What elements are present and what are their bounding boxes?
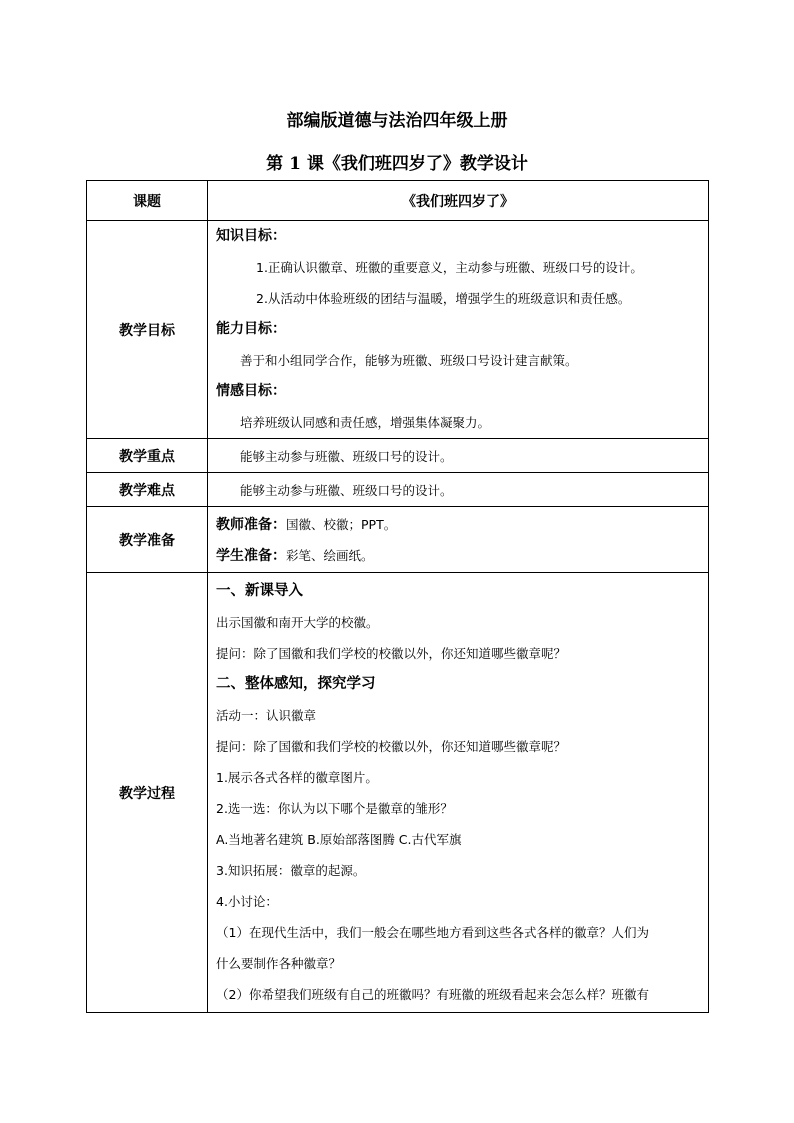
preparation-label: 教学准备 — [87, 507, 208, 573]
key-point-value: 能够主动参与班徽、班级口号的设计。 — [240, 448, 453, 464]
process-line: 3.知识拓展：徽章的起源。 — [216, 862, 366, 878]
difficulty-label: 教学难点 — [87, 473, 208, 507]
process-line: 1.展示各式各样的徽章图片。 — [216, 769, 378, 785]
ability-heading: 能力目标： — [216, 321, 286, 337]
lesson-plan-table — [86, 180, 709, 1013]
student-preparation — [216, 540, 700, 571]
ability-item-1: 善于和小组同学合作，能够为班徽、班级口号设计建言献策。 — [240, 353, 578, 368]
emotion-heading: 情感目标： — [216, 383, 286, 399]
topic-row — [87, 181, 709, 221]
goals-label: 教学目标 — [87, 221, 208, 439]
knowledge-item-1: 1.正确认识徽章、班徽的重要意义，主动参与班徽、班级口号的设计。 — [256, 260, 643, 275]
teacher-preparation-value: 国徽、校徽；PPT。 — [286, 516, 397, 532]
key-point-label: 教学重点 — [87, 439, 208, 473]
difficulty-row — [87, 473, 709, 507]
topic-value: 《我们班四岁了》 — [208, 181, 709, 221]
process-row — [87, 573, 709, 1013]
process-line: 4.小讨论： — [216, 893, 278, 909]
difficulty-value: 能够主动参与班徽、班级口号的设计。 — [240, 482, 453, 498]
goals-content — [208, 221, 709, 439]
process-line: （2）你希望我们班级有自己的班徽吗？有班徽的班级看起来会怎么样？班徽有 — [216, 986, 649, 1002]
process-line: 提问：除了国徽和我们学校的校徽以外，你还知道哪些徽章呢？ — [216, 645, 567, 661]
process-line: 什么要制作各种徽章？ — [216, 955, 342, 971]
student-preparation-heading: 学生准备： — [216, 547, 286, 564]
process-line: 2.选一选：你认为以下哪个是徽章的雏形？ — [216, 800, 453, 816]
key-point-row — [87, 439, 709, 473]
process-line: （1）在现代生活中，我们一般会在哪些地方看到这些各式各样的徽章？人们为 — [216, 924, 649, 940]
process-content — [208, 573, 709, 1013]
document-subtitle: 第 1 课《我们班四岁了》教学设计 — [266, 154, 528, 174]
process-section-heading: 一、新课导入 — [216, 582, 303, 599]
goals-row — [87, 221, 709, 439]
process-line: 出示国徽和南开大学的校徽。 — [216, 614, 379, 630]
topic-label: 课题 — [87, 181, 208, 221]
document-title: 部编版道德与法治四年级上册 — [286, 111, 508, 131]
preparation-row — [87, 507, 709, 573]
process-line: 提问：除了国徽和我们学校的校徽以外，你还知道哪些徽章呢？ — [216, 738, 567, 754]
process-section-heading: 二、整体感知，探究学习 — [216, 675, 376, 692]
student-preparation-value: 彩笔、绘画纸。 — [286, 547, 374, 563]
process-label: 教学过程 — [87, 573, 208, 1013]
process-line: A.当地著名建筑 B.原始部落图腾 C.古代军旗 — [216, 831, 462, 847]
emotion-item-1: 培养班级认同感和责任感，增强集体凝聚力。 — [240, 415, 491, 430]
knowledge-heading: 知识目标： — [216, 228, 286, 244]
knowledge-item-2: 2.从活动中体验班级的团结与温暖，增强学生的班级意识和责任感。 — [256, 291, 631, 306]
process-line: 活动一：认识徽章 — [216, 707, 317, 723]
teacher-preparation-heading: 教师准备： — [216, 516, 286, 533]
teacher-preparation — [216, 509, 700, 540]
